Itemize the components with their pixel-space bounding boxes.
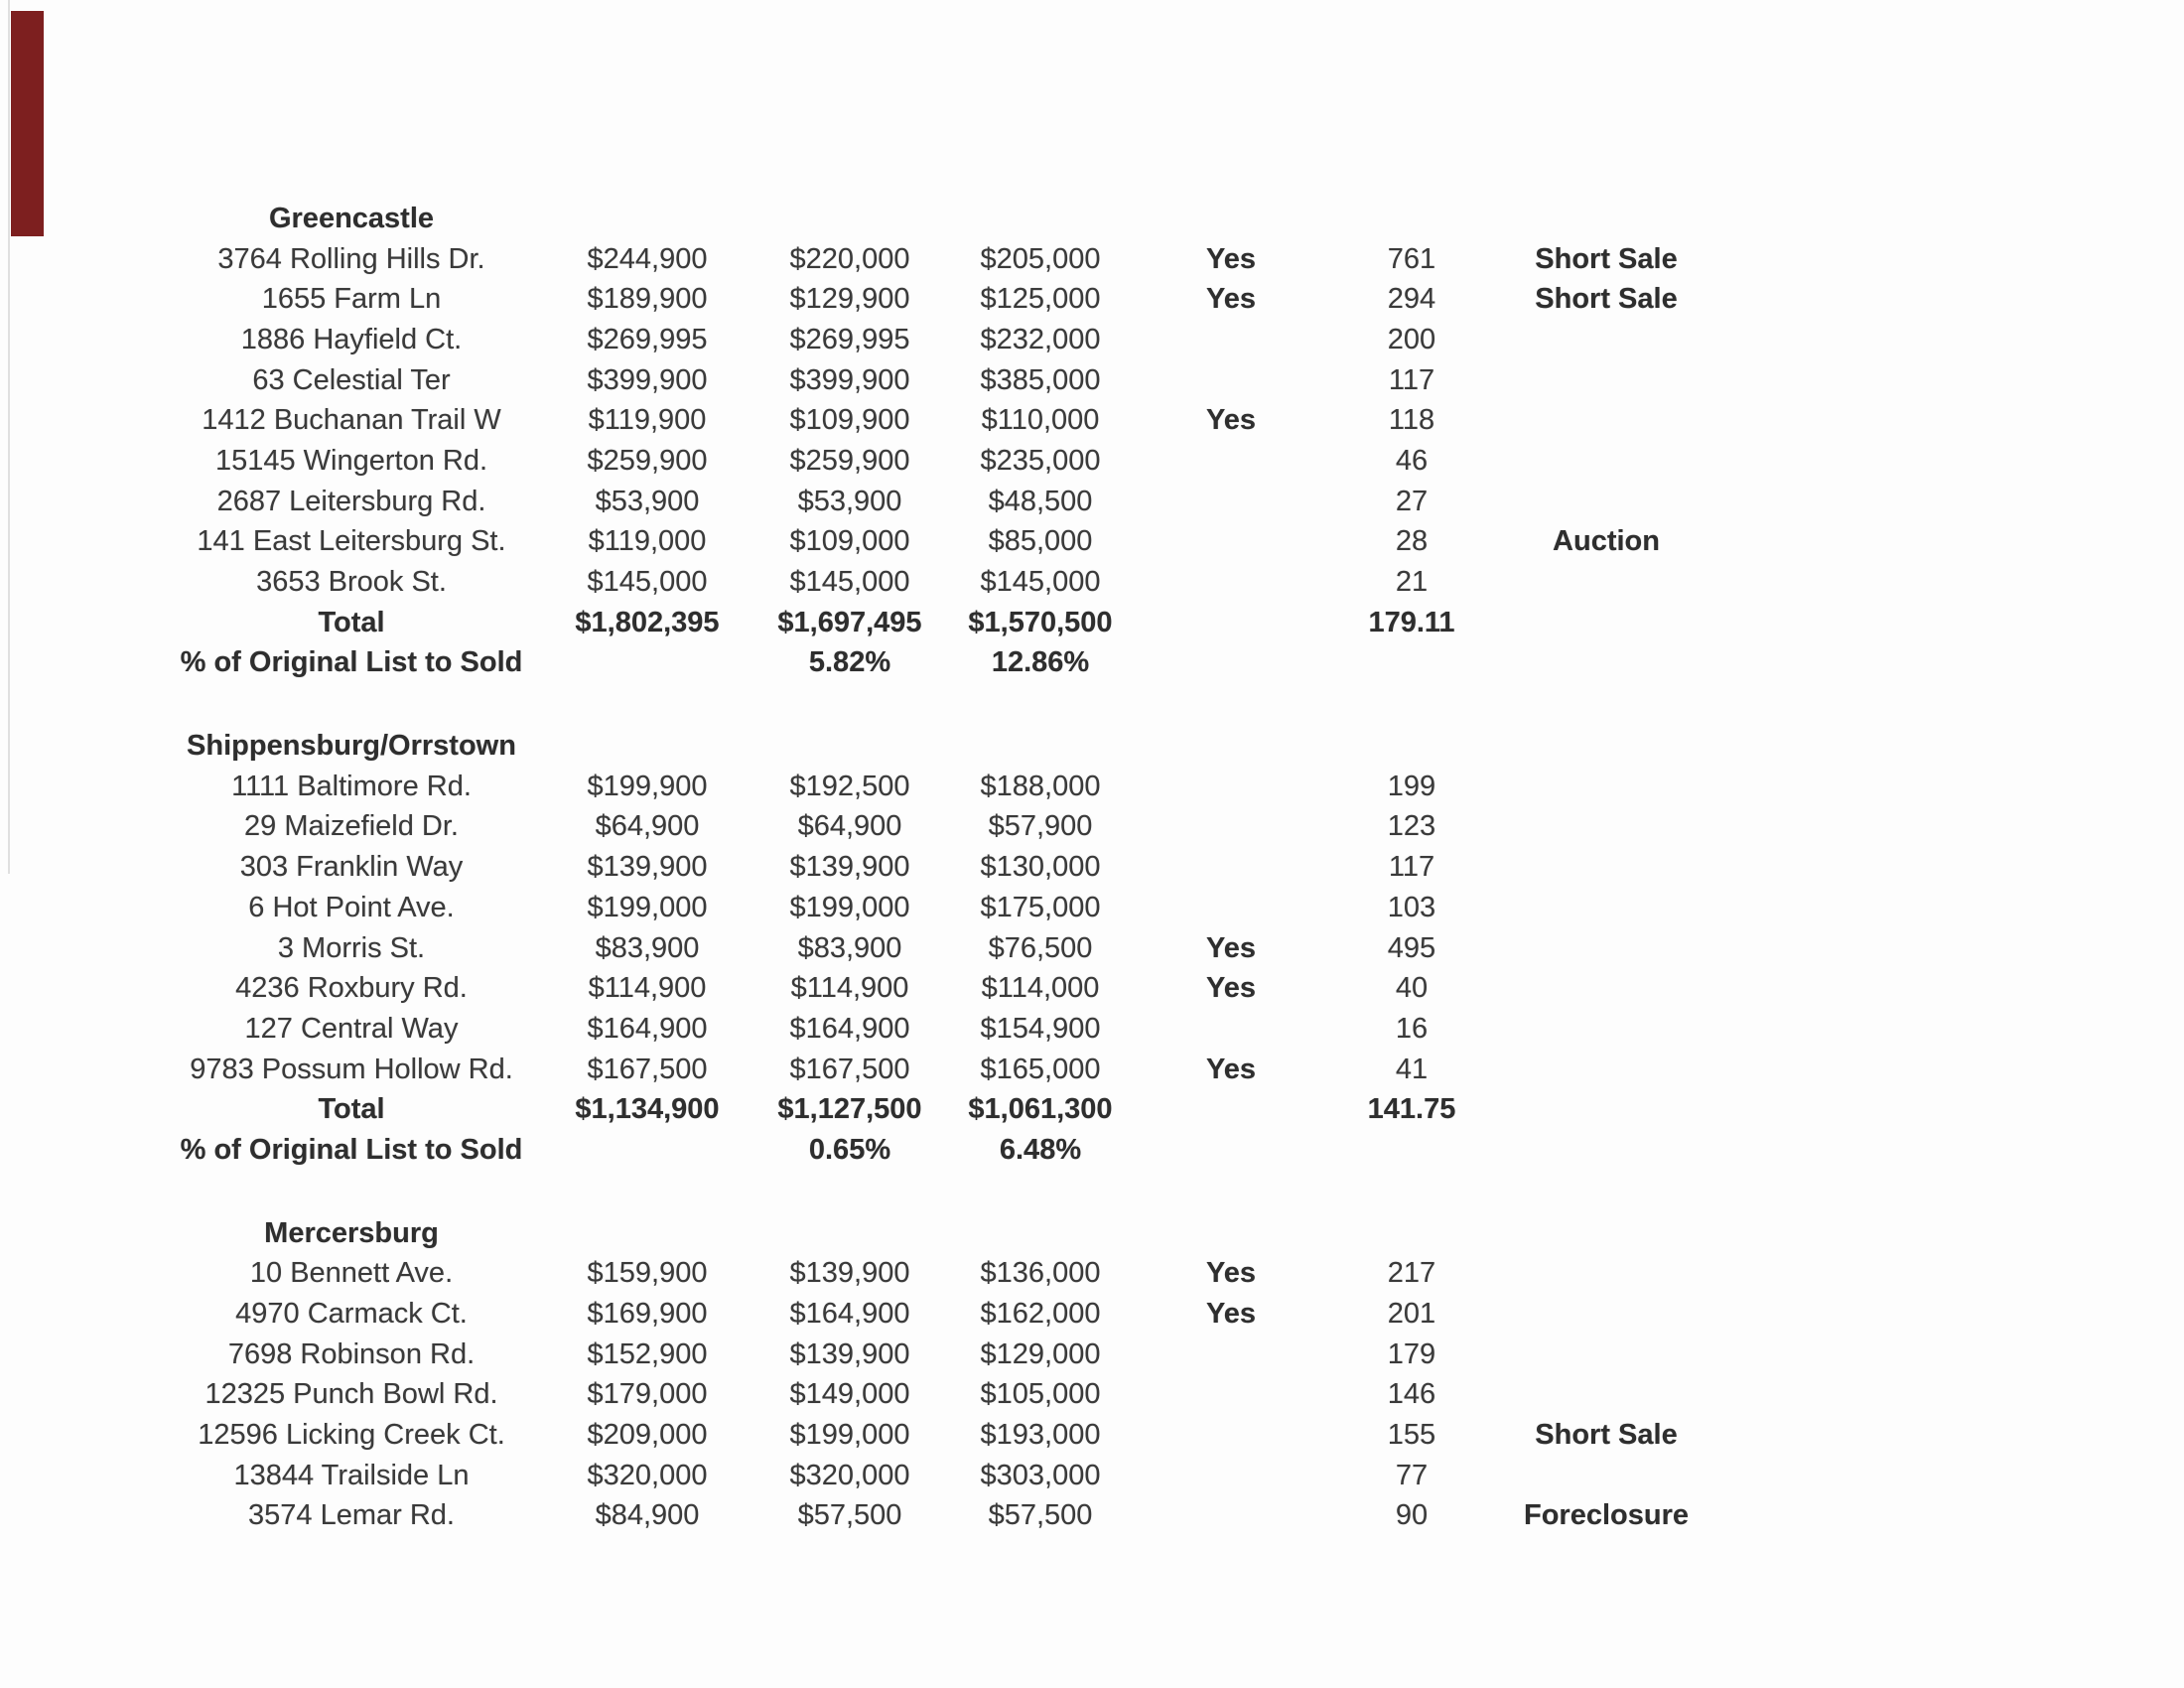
table-row: [193, 522, 1686, 563]
address-cell: 4970 Carmack Ct.: [235, 1298, 468, 1331]
seller-assist-cell: Yes: [1206, 283, 1256, 316]
sold-price-cell: $385,000: [980, 363, 1101, 396]
sold-price-cell: $57,900: [988, 810, 1093, 843]
days-on-market-cell: 41: [1395, 1053, 1429, 1085]
pct-of-list-row: [180, 1130, 1686, 1171]
sold-price-cell: $303,000: [980, 1459, 1101, 1491]
days-on-market-cell: 200: [1387, 323, 1436, 355]
days-on-market-cell: 146: [1387, 1378, 1436, 1411]
table-row: [193, 400, 1686, 441]
list-price-cell: $109,900: [789, 404, 910, 437]
sold-price-cell: $129,000: [980, 1337, 1101, 1370]
original-list-price-cell: $53,900: [595, 485, 700, 517]
list-price-cell: $145,000: [789, 566, 910, 599]
original-list-price-cell: $179,000: [587, 1378, 708, 1411]
original-list-price-cell: $399,900: [587, 363, 708, 396]
days-on-market-cell: 21: [1395, 566, 1429, 599]
original-list-price-cell: $320,000: [587, 1459, 708, 1491]
days-on-market-cell: 179: [1387, 1337, 1436, 1370]
list-price-cell: $167,500: [789, 1053, 910, 1085]
table-row: [193, 1375, 1686, 1416]
scan-edge-line: [8, 0, 10, 874]
list-price-cell: $53,900: [797, 485, 902, 517]
days-on-market-cell: 28: [1395, 525, 1429, 558]
list-price-cell: $64,900: [797, 810, 902, 843]
address-cell: 12596 Licking Creek Ct.: [198, 1419, 505, 1452]
address-cell: 1412 Buchanan Trail W: [202, 404, 501, 437]
table-row: [193, 320, 1686, 360]
list-price-cell: $164,900: [789, 1012, 910, 1045]
address-cell: 10 Bennett Ave.: [249, 1257, 454, 1290]
address-cell: 3764 Rolling Hills Dr.: [217, 242, 485, 275]
list-price-cell: $139,900: [789, 851, 910, 884]
days-on-market-cell: 103: [1387, 891, 1436, 923]
pct-list-cell: 0.65%: [808, 1133, 891, 1166]
days-on-market-cell: 495: [1387, 931, 1436, 964]
days-on-market-cell: 27: [1395, 485, 1429, 517]
original-list-price-cell: $119,900: [588, 404, 707, 437]
address-cell: 9783 Possum Hollow Rd.: [190, 1053, 513, 1085]
address-cell: 141 East Leitersburg St.: [197, 525, 506, 558]
scan-artifact-red-bar: [11, 11, 44, 236]
address-cell: 303 Franklin Way: [239, 851, 464, 884]
seller-assist-cell: Yes: [1206, 1053, 1256, 1085]
list-price-cell: $83,900: [797, 931, 902, 964]
address-cell: 4236 Roxbury Rd.: [235, 972, 468, 1005]
total-days-cell: 179.11: [1368, 606, 1455, 638]
table-row: [193, 1335, 1686, 1375]
sale-type-cell: Short Sale: [1535, 242, 1678, 275]
table-row: [193, 807, 1686, 848]
list-price-cell: $109,000: [789, 525, 910, 558]
address-cell: 6 Hot Point Ave.: [248, 891, 455, 923]
table-row: [193, 1009, 1686, 1050]
address-cell: 1886 Hayfield Ct.: [240, 323, 463, 355]
days-on-market-cell: 294: [1387, 283, 1436, 316]
list-price-cell: $192,500: [789, 770, 910, 802]
original-list-price-cell: $139,900: [587, 851, 708, 884]
original-list-price-cell: $145,000: [587, 566, 708, 599]
sold-price-cell: $76,500: [988, 931, 1093, 964]
seller-assist-cell: Yes: [1206, 931, 1256, 964]
original-list-price-cell: $244,900: [587, 242, 708, 275]
list-price-cell: $149,000: [789, 1378, 910, 1411]
address-cell: 3574 Lemar Rd.: [248, 1499, 455, 1532]
table-row: [193, 279, 1686, 320]
list-price-cell: $320,000: [789, 1459, 910, 1491]
original-list-price-cell: $114,900: [588, 972, 707, 1005]
sold-price-cell: $136,000: [980, 1257, 1101, 1290]
total-original-list-cell: $1,134,900: [575, 1093, 720, 1126]
table-row: [193, 968, 1686, 1009]
seller-assist-cell: Yes: [1206, 404, 1256, 437]
pct-sold-cell: 6.48%: [999, 1133, 1082, 1166]
sale-type-cell: Short Sale: [1535, 1419, 1678, 1452]
sold-price-cell: $232,000: [980, 323, 1101, 355]
section-header-row: [193, 1213, 1686, 1254]
sale-type-cell: Short Sale: [1535, 283, 1678, 316]
sold-price-cell: $130,000: [980, 851, 1101, 884]
list-price-cell: $259,900: [789, 444, 910, 477]
pct-of-list-row: [180, 643, 1686, 684]
address-cell: 15145 Wingerton Rd.: [214, 444, 488, 477]
days-on-market-cell: 77: [1395, 1459, 1429, 1491]
sold-price-cell: $57,500: [988, 1499, 1093, 1532]
pct-label-cell: % of Original List to Sold: [180, 646, 523, 679]
original-list-price-cell: $199,900: [587, 770, 708, 802]
days-on-market-cell: 40: [1395, 972, 1429, 1005]
address-cell: 3 Morris St.: [277, 931, 426, 964]
days-on-market-cell: 117: [1388, 851, 1435, 884]
address-cell: 127 Central Way: [244, 1012, 459, 1045]
days-on-market-cell: 199: [1387, 770, 1436, 802]
sold-price-cell: $188,000: [980, 770, 1101, 802]
original-list-price-cell: $84,900: [595, 1499, 700, 1532]
address-cell: 7698 Robinson Rd.: [227, 1337, 476, 1370]
table-row: [193, 847, 1686, 888]
total-original-list-cell: $1,802,395: [575, 606, 720, 638]
original-list-price-cell: $64,900: [595, 810, 700, 843]
table-row: [193, 239, 1686, 280]
list-price-cell: $114,900: [790, 972, 909, 1005]
table-row: [193, 888, 1686, 928]
original-list-price-cell: $189,900: [587, 283, 708, 316]
sold-price-cell: $114,000: [981, 972, 1100, 1005]
list-price-cell: $199,000: [789, 891, 910, 923]
sold-price-cell: $235,000: [980, 444, 1101, 477]
original-list-price-cell: $152,900: [587, 1337, 708, 1370]
days-on-market-cell: 123: [1387, 810, 1436, 843]
sold-price-cell: $48,500: [988, 485, 1093, 517]
original-list-price-cell: $83,900: [595, 931, 700, 964]
sold-price-cell: $110,000: [981, 404, 1100, 437]
section-header-row: [187, 726, 1686, 767]
section-title: Greencastle: [268, 202, 435, 234]
total-label-cell: Total: [318, 1093, 385, 1126]
address-cell: 12325 Punch Bowl Rd.: [205, 1378, 498, 1411]
table-row: [193, 928, 1686, 969]
total-sold-cell: $1,570,500: [968, 606, 1113, 638]
sale-type-cell: Auction: [1553, 525, 1660, 558]
sold-price-cell: $193,000: [980, 1419, 1101, 1452]
sold-price-cell: $154,900: [980, 1012, 1101, 1045]
pct-sold-cell: 12.86%: [991, 646, 1090, 679]
seller-assist-cell: Yes: [1206, 242, 1256, 275]
original-list-price-cell: $209,000: [587, 1419, 708, 1452]
sold-price-cell: $205,000: [980, 242, 1101, 275]
address-cell: 2687 Leitersburg Rd.: [216, 485, 486, 517]
total-days-cell: 141.75: [1367, 1093, 1456, 1126]
list-price-cell: $269,995: [789, 323, 910, 355]
days-on-market-cell: 90: [1395, 1499, 1429, 1532]
total-label-cell: Total: [318, 606, 385, 638]
sold-price-cell: $162,000: [980, 1298, 1101, 1331]
original-list-price-cell: $167,500: [587, 1053, 708, 1085]
real-estate-table: [180, 199, 1689, 1579]
sold-price-cell: $165,000: [980, 1053, 1101, 1085]
table-row: [193, 1456, 1686, 1496]
address-cell: 13844 Trailside Ln: [233, 1459, 470, 1491]
sold-price-cell: $105,000: [980, 1378, 1101, 1411]
section-greencastle: [180, 199, 1686, 683]
days-on-market-cell: 761: [1387, 242, 1436, 275]
section-title: Mercersburg: [264, 1216, 439, 1249]
list-price-cell: $129,900: [789, 283, 910, 316]
table-row: [193, 1496, 1689, 1537]
days-on-market-cell: 201: [1387, 1298, 1436, 1331]
seller-assist-cell: Yes: [1206, 1257, 1256, 1290]
original-list-price-cell: $164,900: [587, 1012, 708, 1045]
total-list-cell: $1,127,500: [777, 1093, 922, 1126]
address-cell: 1111 Baltimore Rd.: [231, 770, 472, 802]
table-row: [193, 482, 1686, 522]
sold-price-cell: $145,000: [980, 566, 1101, 599]
original-list-price-cell: $159,900: [587, 1257, 708, 1290]
sale-type-cell: Foreclosure: [1524, 1499, 1689, 1532]
table-row: [193, 1254, 1686, 1295]
address-cell: 29 Maizefield Dr.: [244, 810, 459, 843]
pct-label-cell: % of Original List to Sold: [180, 1133, 523, 1166]
days-on-market-cell: 117: [1388, 363, 1435, 396]
address-cell: 3653 Brook St.: [256, 566, 447, 599]
address-cell: 1655 Farm Ln: [261, 283, 442, 316]
total-sold-cell: $1,061,300: [968, 1093, 1113, 1126]
list-price-cell: $139,900: [789, 1337, 910, 1370]
table-row: [193, 441, 1686, 482]
list-price-cell: $139,900: [789, 1257, 910, 1290]
original-list-price-cell: $169,900: [587, 1298, 708, 1331]
seller-assist-cell: Yes: [1206, 972, 1256, 1005]
seller-assist-cell: Yes: [1206, 1298, 1256, 1331]
address-cell: 63 Celestial Ter: [252, 363, 451, 396]
table-row: [193, 360, 1686, 401]
section-title: Shippensburg/Orrstown: [187, 730, 516, 763]
table-row: [190, 1050, 1686, 1090]
pct-list-cell: 5.82%: [808, 646, 891, 679]
table-row: [193, 562, 1686, 603]
list-price-cell: $57,500: [797, 1499, 902, 1532]
original-list-price-cell: $119,000: [588, 525, 707, 558]
total-row: [193, 1089, 1686, 1130]
list-price-cell: $399,900: [789, 363, 910, 396]
section-header-row: [193, 199, 1686, 239]
sold-price-cell: $125,000: [980, 283, 1101, 316]
sold-price-cell: $85,000: [988, 525, 1093, 558]
list-price-cell: $220,000: [789, 242, 910, 275]
table-row: [193, 1294, 1686, 1335]
total-row: [193, 603, 1686, 643]
days-on-market-cell: 16: [1395, 1012, 1429, 1045]
days-on-market-cell: 155: [1387, 1419, 1436, 1452]
table-row: [193, 1415, 1686, 1456]
days-on-market-cell: 118: [1388, 404, 1435, 437]
original-list-price-cell: $259,900: [587, 444, 708, 477]
original-list-price-cell: $269,995: [587, 323, 708, 355]
days-on-market-cell: 46: [1395, 444, 1429, 477]
section-mercersburg: [193, 1213, 1689, 1537]
total-list-cell: $1,697,495: [777, 606, 922, 638]
list-price-cell: $199,000: [789, 1419, 910, 1452]
original-list-price-cell: $199,000: [587, 891, 708, 923]
list-price-cell: $164,900: [789, 1298, 910, 1331]
table-row: [193, 767, 1686, 807]
sold-price-cell: $175,000: [980, 891, 1101, 923]
days-on-market-cell: 217: [1387, 1257, 1436, 1290]
section-shippensburg-orrstown: [180, 726, 1686, 1171]
